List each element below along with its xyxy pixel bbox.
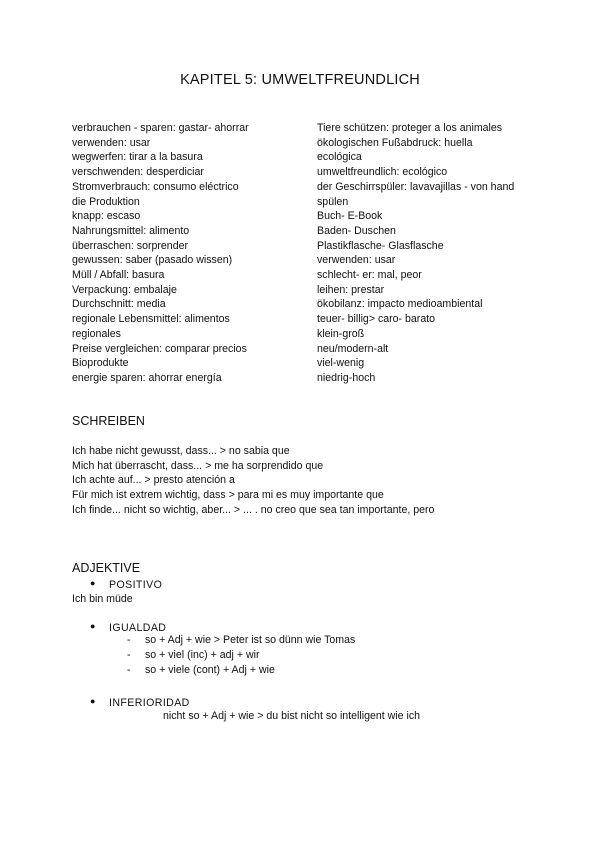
vocab-item: überraschen: sorprender <box>72 239 189 252</box>
vocab-item: Tiere schützen: proteger a los animales <box>317 122 503 134</box>
dash-icon: - <box>127 634 131 646</box>
igualdad-label: IGUALDAD <box>109 622 167 634</box>
vocab-item: der Geschirrspüler: lavavajillas - von hand <box>317 180 515 193</box>
vocab-item: ecológica <box>317 151 362 164</box>
vocab-item: niedrig-hoch <box>317 371 376 384</box>
schreiben-phrases <box>72 444 434 518</box>
vocab-item: Bioprodukte <box>72 357 129 370</box>
vocab-item: verwenden: usar <box>72 136 151 149</box>
vocab-item: Stromverbrauch: consumo eléctrico <box>72 180 239 193</box>
vocab-item: umweltfreundlich: ecológico <box>317 166 448 179</box>
vocab-item: verschwenden: desperdiciar <box>72 166 204 179</box>
phrase-line: Ich finde... nicht so wichtig, aber... > ... . no creo que sea tan importante, pero <box>72 503 435 516</box>
vocab-item: knapp: escaso <box>72 210 141 223</box>
vocab-item: regionale Lebensmittel: alimentos <box>72 313 230 326</box>
phrase-line: Für mich ist extrem wichtig, dass > para mi es muy importante que <box>72 489 384 502</box>
vocab-item: ökologischen Fußabdruck: huella <box>317 136 473 149</box>
vocab-item: Preise vergleichen: comparar precios <box>72 342 247 355</box>
phrase-line: Mich hat überrascht, dass... > me ha sorprendido que <box>72 459 324 472</box>
vocab-item: Verpackung: embalaje <box>72 283 177 296</box>
vocab-item: Durchschnitt: media <box>72 298 166 311</box>
vocab-item: die Produktion <box>72 195 140 208</box>
vocab-item: neu/modern-alt <box>317 342 389 355</box>
bullet-icon: ● <box>90 578 96 588</box>
vocab-item: verbrauchen - sparen: gastar- ahorrar <box>72 122 249 134</box>
vocab-item: schlecht- er: mal, peor <box>317 269 422 282</box>
vocab-item: verwenden: usar <box>317 254 396 267</box>
vocab-item: viel-wenig <box>317 357 365 370</box>
vocab-item: Plastikflasche- Glasflasche <box>317 239 444 252</box>
vocab-item: leihen: prestar <box>317 283 385 296</box>
adjektive-heading: ADJEKTIVE <box>72 561 141 575</box>
bullet-icon: ● <box>90 621 96 631</box>
dash-icon: - <box>127 664 131 676</box>
igualdad-item: so + viele (cont) + Adj + wie <box>145 664 275 676</box>
igualdad-item: so + viel (inc) + adj + wir <box>145 649 260 661</box>
vocab-item: regionales <box>72 327 121 340</box>
vocab-item: teuer- billig> caro- barato <box>317 313 436 326</box>
vocab-item: Müll / Abfall: basura <box>72 269 165 282</box>
vocab-item: wegwerfen: tirar a la basura <box>72 151 203 164</box>
positivo-example: Ich bin müde <box>72 593 133 605</box>
bullet-icon: ● <box>90 696 96 706</box>
vocab-left-column <box>72 121 300 386</box>
vocab-item: spülen <box>317 195 349 208</box>
phrase-line: Ich habe nicht gewusst, dass... > no sabia que <box>72 445 290 457</box>
vocab-item: energie sparen: ahorrar energía <box>72 371 222 384</box>
inferioridad-example: nicht so + Adj + wie > du bist nicht so intelligent wie ich <box>163 710 421 722</box>
vocab-item: ökobilanz: impacto medioambiental <box>317 298 483 311</box>
phrase-line: Ich achte auf... > presto atención a <box>72 474 235 487</box>
vocab-item: Buch- E-Book <box>317 210 383 223</box>
vocab-item: Nahrungsmittel: alimento <box>72 224 190 237</box>
vocab-item: gewussen: saber (pasado wissen) <box>72 254 233 267</box>
page-title: KAPITEL 5: UMWELTFREUNDLICH <box>180 72 420 88</box>
vocab-right-column <box>317 121 547 386</box>
dash-icon: - <box>127 649 131 661</box>
schreiben-heading: SCHREIBEN <box>72 414 145 428</box>
inferioridad-label: INFERIORIDAD <box>109 697 190 709</box>
vocab-item: Baden- Duschen <box>317 224 396 237</box>
igualdad-item: so + Adj + wie > Peter ist so dünn wie Tomas <box>145 634 356 646</box>
vocab-item: klein-groß <box>317 327 365 340</box>
positivo-label: POSITIVO <box>109 579 163 591</box>
